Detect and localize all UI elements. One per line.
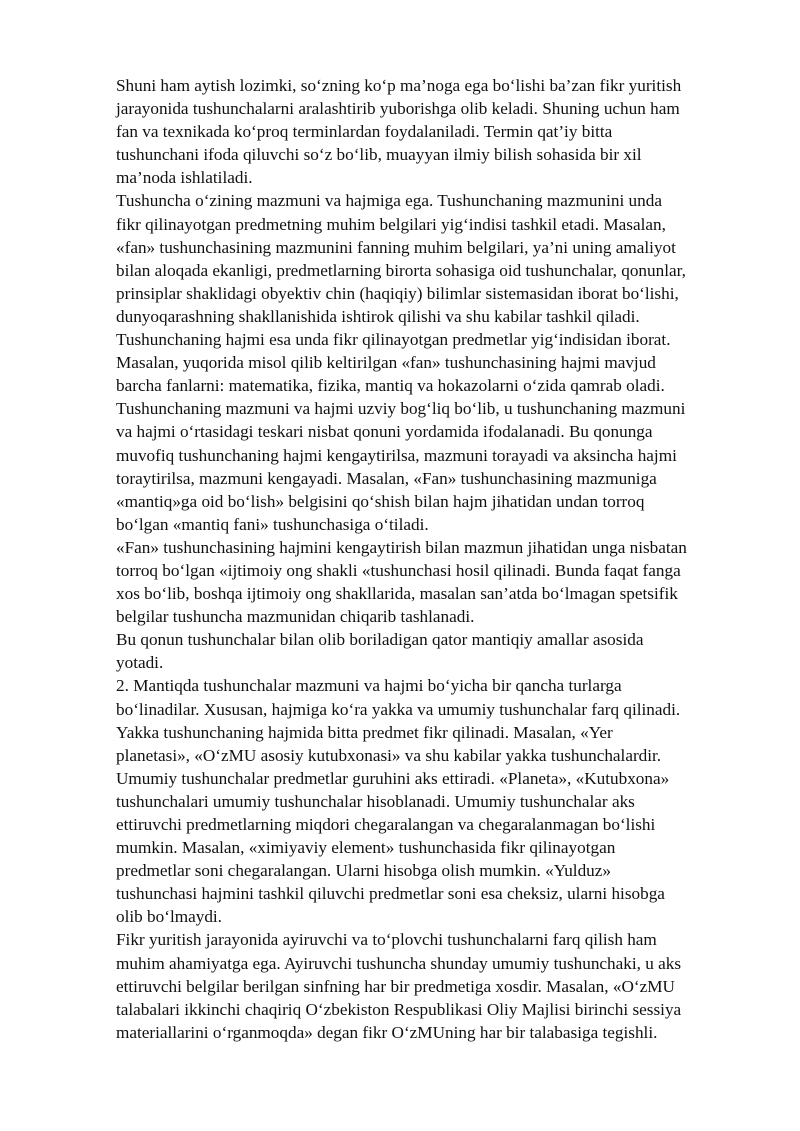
paragraph-scope-expansion: «Fan» tushunchasining hajmini kengaytirish bilan mazmun jihatidan unga nisbatan torroq bo‘lgan «ijtimoiy ong shakli «tushunchasi hosil qilinadi. Bunda faqat fanga xos bo‘lib, boshqa ijtimoiy ong shakllarida, masalan san’atda bo‘lmagan spetsifik belgilar tushuncha mazmunidan chiqarib tashlanadi. [116, 537, 687, 627]
paragraph-concept-scope: Tushunchaning hajmi esa unda fikr qilinayotgan predmetlar yig‘indisidan iborat. Masalan, yuqorida misol qilib keltirilgan «fan» tushunchasining hajmi mavjud barcha fanlarni: matematika, fizika, mantiq va hokazolarni o‘zida qamrab oladi. [116, 330, 671, 396]
paragraph-inverse-law: Tushunchaning mazmuni va hajmi uzviy bog‘liq bo‘lib, u tushunchaning mazmuni va hajmi o‘rtasidagi teskari nisbat qonuni yordamida ifodalanadi. Bu qonunga muvofiq tushunchaning hajmi kengaytirilsa, mazmuni torayadi va aksincha hajmi toraytirilsa, mazmuni kengayadi. Masalan, «Fan» tushunchasining mazmuniga «mantiq»ga oid bo‘lish» belgisini qo‘shish bilan hajm jihatidan undan torroq bo‘lgan «mantiq fani» tushunchasiga o‘tiladi. [116, 399, 686, 534]
paragraph-distributive-collective: Fikr yuritish jarayonida ayiruvchi va to‘plovchi tushunchalarni farq qilish ham muhim ahamiyatga ega. Ayiruvchi tushuncha shunday umumiy tushunchaki, u aks ettiruvchi belgilar berilgan sinfning har bir predmetiga xosdir. Masalan, «O‘zMU talabalari ikkinchi chaqiriq O‘zbekiston Respublikasi Oliy Majlisi birinchi sessiya materiallarini o‘rganmoqda» degan fikr O‘zMUning har bir talabasiga tegishli. [116, 930, 682, 1042]
paragraph-concept-content: Tushuncha o‘zining mazmuni va hajmiga ega. Tushunchaning mazmunini unda fikr qilinayotgan predmetning muhim belgilari yig‘indisi tashkil etadi. Masalan, «fan» tushunchasining mazmunini fanning muhim belgilari, ya’ni uning amaliyot bilan aloqada ekanligi, predmetlarning birorta sohasiga oid tushunchalar, qonunlar, prinsiplar shaklidagi obyektiv chin (haqiqiy) bilimlar sistemasidan iborat bo‘lishi, dunyoqarashning shakllanishida ishtirok qilishi va shu kabilar tashkil qiladi. [116, 191, 686, 326]
document-page [116, 74, 746, 1044]
paragraph-law-basis: Bu qonun tushunchalar bilan olib boriladigan qator mantiqiy amallar asosida yotadi. [116, 630, 644, 673]
paragraph-concept-types: 2. Mantiqda tushunchalar mazmuni va hajmi bo‘yicha bir qancha turlarga bo‘linadilar. Xususan, hajmiga ko‘ra yakka va umumiy tushunchalar farq qilinadi. Yakka tushunchaning hajmida bitta predmet fikr qilinadi. Masalan, «Yer planetasi», «O‘zMU asosiy kutubxonasi» va shu kabilar yakka tushunchalardir. Umumiy tushunchalar predmetlar guruhini aks ettiradi. «Planeta», «Kutubxona» tushunchalari umumiy tushunchalar hisoblanadi. Umumiy tushunchalar aks ettiruvchi predmetlarning miqdori chegaralangan va chegaralanmagan bo‘lishi mumkin. Masalan, «ximiyaviy element» tushunchasida fikr qilinayotgan predmetlar soni chegaralangan. Ularni hisobga olish mumkin. «Yulduz» tushunchasi hajmini tashkil qiluvchi predmetlar soni esa cheksiz, ularni hisobga olib bo‘lmaydi. [116, 676, 681, 927]
paragraph-term-definition: Shuni ham aytish lozimki, so‘zning ko‘p ma’noga ega bo‘lishi ba’zan fikr yuritish jarayonida tushunchalarni aralashtirib yuborishga olib keladi. Shuning uchun ham fan va texnikada ko‘proq terminlardan foydalaniladi. Termin qat’iy bitta tushunchani ifoda qiluvchi so‘z bo‘lib, muayyan ilmiy bilish sohasida bir xil ma’noda ishlatiladi. [116, 76, 682, 188]
